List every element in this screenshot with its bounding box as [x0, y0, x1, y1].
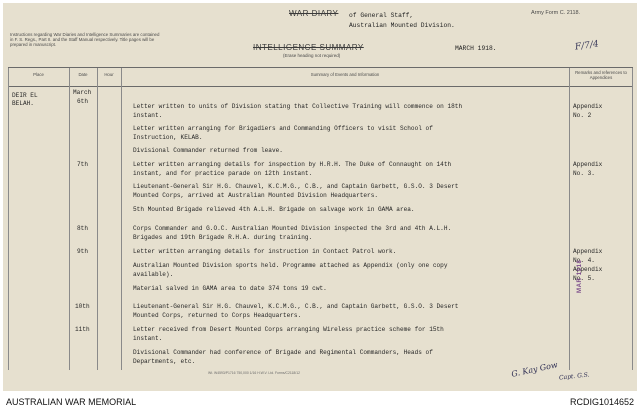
diary-page — [3, 3, 637, 391]
date-stamp: MAR 1918 — [577, 259, 583, 293]
date-cell: 6th — [77, 98, 88, 105]
remarks-cell: Appendix — [573, 103, 603, 110]
instructions-text: Instructions regarding War Diaries and Intelligence Summaries are contained in F. S. Regs., Part II. and the Staff Manual respectively. Title pages will be prepared in manuscript. — [10, 32, 160, 48]
column-header-place: Place — [33, 72, 44, 77]
entry-line: Divisional Commander had conference of Brigade and Regimental Commanders, Heads of — [133, 349, 433, 356]
entry-line: Letter written arranging details for instruction in Contact Patrol work. — [133, 248, 397, 255]
remarks-cell: Appendix — [573, 248, 603, 255]
record-id: RCDIG1014652 — [569, 397, 634, 407]
remarks-cell: No. 5. — [573, 275, 595, 282]
entry-line: Lieutenant-General Sir H.G. Chauvel, K.C.M.G., C.B., and Captain Garbett, G.S.O. 3 Desert — [133, 303, 459, 310]
date-cell: 8th — [77, 225, 88, 232]
column-rule — [97, 68, 98, 370]
entry-line: Lieutenant-General Sir H.G. Chauvel, K.C.M.G., C.B., and Captain Garbett, G.S.O. 3 Desert — [133, 183, 459, 190]
entry-line: Letter received from Desert Mounted Corps arranging Wireless practice scheme for 15th — [133, 326, 444, 333]
entry-line: Material salved in GAMA area to date 374 tons 19 cwt. — [133, 285, 327, 292]
erase-heading-note: (Erase heading not required) — [283, 53, 341, 58]
printer-imprint: Wt. W4593/P1716 750,000 1/16 H.W.V. Ltd. Forms/C2118/12 — [208, 371, 300, 375]
entry-line: 5th Mounted Brigade relieved 4th A.L.H. Brigade on salvage work in GAMA area. — [133, 206, 415, 213]
intelligence-summary-title: INTELLIGENCE SUMMARY — [253, 43, 364, 52]
column-rule — [569, 68, 570, 370]
signature-rank: Capt. G.S. — [558, 371, 590, 382]
diary-month: MARCH 1918. — [455, 45, 497, 52]
column-header-summary: Summary of Events and Information — [310, 72, 380, 77]
entry-line: Brigades and 19th Brigade R.H.A. during training. — [133, 234, 313, 241]
unit-of-line: of General Staff, — [349, 12, 414, 19]
header-bottom-rule — [8, 86, 633, 87]
entry-line: instant. — [133, 112, 163, 119]
entry-line: instant, and for practice parade on 12th instant. — [133, 170, 313, 177]
entry-line: Instruction, KELAB. — [133, 134, 203, 141]
entry-line: Mounted Corps, returned to Corps Headquarters. — [133, 312, 302, 319]
date-cell: 7th — [77, 161, 88, 168]
date-cell: 9th — [77, 248, 88, 255]
place-cell: DEIR EL — [12, 92, 38, 99]
entry-line: Letter written to units of Division stating that Collective Training will commence on 18th — [133, 103, 463, 110]
officer-signature: G. Kay Gow — [510, 360, 559, 379]
war-diary-title: WAR DIARY — [289, 9, 339, 18]
remarks-cell: No. 3. — [573, 170, 595, 177]
column-rule — [8, 68, 9, 370]
column-header-date: Date — [78, 72, 88, 77]
unit-name: Australian Mounted Division. — [349, 22, 455, 29]
table-top-rule — [8, 67, 633, 68]
date-cell: 10th — [75, 303, 90, 310]
entry-line: Divisional Commander returned from leave. — [133, 147, 283, 154]
column-rule — [632, 68, 633, 370]
date-cell: 11th — [75, 326, 90, 333]
archive-credit: AUSTRALIAN WAR MEMORIAL — [6, 397, 137, 407]
remarks-cell: Appendix — [573, 266, 603, 273]
column-rule — [69, 68, 70, 370]
entry-line: Australian Mounted Division sports held. Programme attached as Appendix (only one copy — [133, 262, 448, 269]
entry-line: Mounted Corps, arrived at Australian Mounted Division Headquarters. — [133, 192, 379, 199]
entry-line: instant. — [133, 335, 163, 342]
entry-line: Letter written arranging for Brigadiers and Commanding Officers to visit School of — [133, 125, 433, 132]
place-cell: BELAH. — [12, 100, 34, 107]
form-number: Army Form C. 2118. — [531, 10, 581, 16]
entry-line: available). — [133, 271, 174, 278]
entry-line: Departments, etc. — [133, 358, 196, 365]
folio-number: F/7/4 — [574, 39, 600, 53]
date-cell: March — [73, 89, 92, 96]
entry-line: Corps Commander and G.O.C. Australian Mounted Division inspected the 3rd and 4th A.L.H. — [133, 225, 452, 232]
entry-line: Letter written arranging details for inspection by H.R.H. The Duke of Connaught on 14th — [133, 161, 452, 168]
remarks-cell: No. 2 — [573, 112, 592, 119]
column-header-hour: Hour — [104, 72, 114, 77]
column-rule — [121, 68, 122, 370]
remarks-cell: Appendix — [573, 161, 603, 168]
remarks-cell: No. 4. — [573, 257, 595, 264]
column-header-remarks: Remarks and references to Appendices — [575, 70, 627, 80]
